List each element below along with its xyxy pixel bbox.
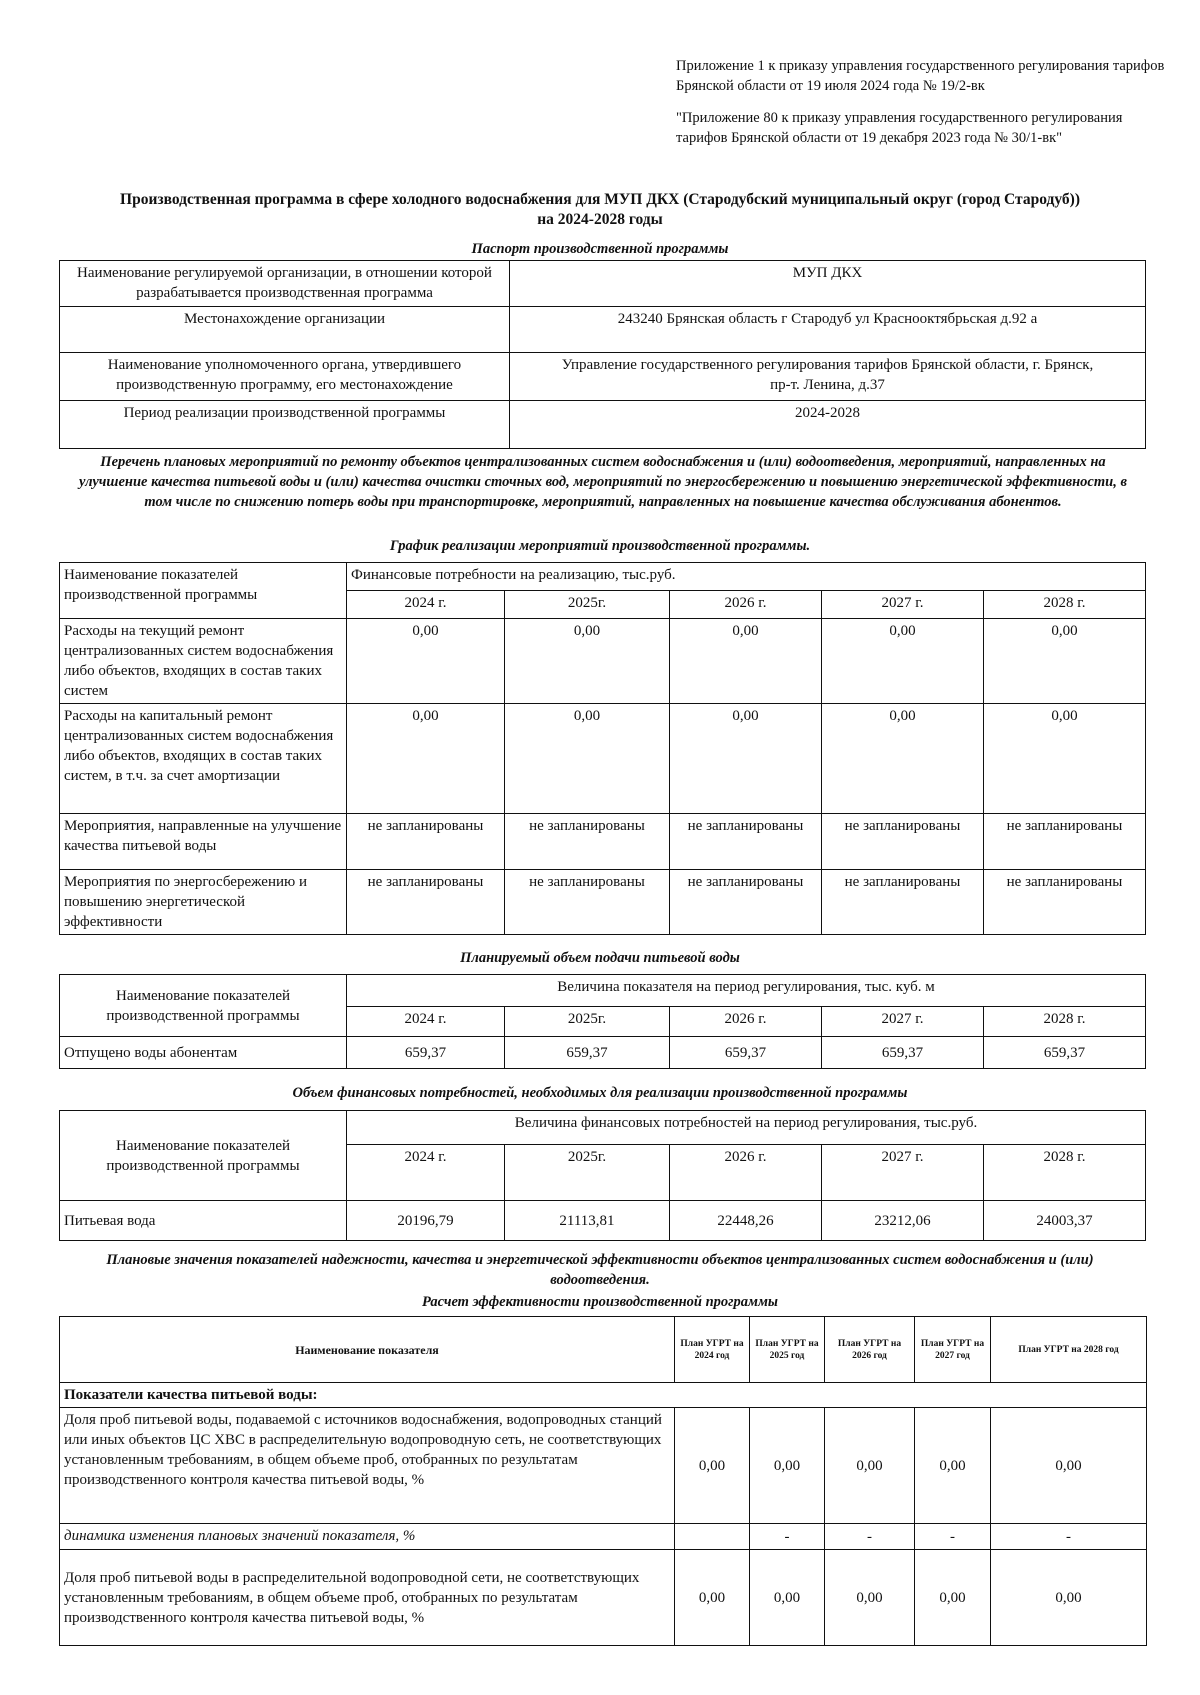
schedule-table	[59, 562, 1146, 935]
row-label: динамика изменения плановых значений показателя, %	[60, 1524, 675, 1550]
year-header: 2026 г.	[670, 1007, 822, 1037]
passport-value: МУП ДКХ	[510, 261, 1146, 307]
year-header: 2025г.	[505, 591, 670, 619]
year-header: 2025г.	[505, 1145, 670, 1201]
passport-label: Период реализации производственной программы	[60, 401, 510, 449]
schedule-group-label: Финансовые потребности на реализацию, тыс.руб.	[347, 563, 1146, 591]
table-row	[60, 1524, 1147, 1550]
year-header: 2024 г.	[347, 591, 505, 619]
year-header: 2027 г.	[822, 1007, 984, 1037]
passport-row	[60, 261, 1146, 307]
cell-value: не запланированы	[670, 814, 822, 870]
passport-value: 2024-2028	[510, 401, 1146, 449]
cell-value: 0,00	[347, 704, 505, 814]
table-row	[60, 619, 1146, 704]
passport-value: Управление государственного регулирования тарифов Брянской области, г. Брянск, пр-т. Ленина, д.37	[510, 353, 1146, 401]
passport-row	[60, 401, 1146, 449]
finance-group-label: Величина финансовых потребностей на период регулирования, тыс.руб.	[347, 1111, 1146, 1145]
plan-caption: Плановые значения показателей надежности, качества и энергетической эффективности объектов централизованных систем водоснабжения и (или) водоотведения.	[106, 1252, 1094, 1288]
passport-label: Местонахождение организации	[60, 307, 510, 353]
cell-value: 0,00	[991, 1408, 1147, 1524]
volume-caption: Планируемый объем подачи питьевой воды	[460, 950, 740, 966]
cell-value: 20196,79	[347, 1201, 505, 1241]
cell-value: не запланированы	[984, 870, 1146, 935]
cell-value: 659,37	[670, 1037, 822, 1069]
volume-col-label: Наименование показателей производственной программы	[60, 975, 347, 1037]
cell-value: 0,00	[822, 619, 984, 704]
year-header: 2028 г.	[984, 1007, 1146, 1037]
cell-value: 0,00	[750, 1550, 825, 1646]
cell-value: 659,37	[505, 1037, 670, 1069]
row-label: Мероприятия, направленные на улучшение качества питьевой воды	[60, 814, 347, 870]
table-row	[60, 814, 1146, 870]
cell-value: 21113,81	[505, 1201, 670, 1241]
cell-value: не запланированы	[822, 870, 984, 935]
row-label: Мероприятия по энергосбережению и повышению энергетической эффективности	[60, 870, 347, 935]
year-header: 2027 г.	[822, 591, 984, 619]
cell-value: 659,37	[984, 1037, 1146, 1069]
cell-value: 0,00	[915, 1408, 991, 1524]
cell-value: не запланированы	[670, 870, 822, 935]
cell-value: 0,00	[822, 704, 984, 814]
schedule-caption: График реализации мероприятий производственной программы.	[389, 538, 811, 554]
cell-value: 0,00	[825, 1550, 915, 1646]
cell-value: не запланированы	[505, 814, 670, 870]
appendix-header-1: Приложение 1 к приказу управления государственного регулирования тарифов Брянской области от 19 июля 2024 года № 19/2-вк	[676, 58, 1165, 94]
year-header: 2026 г.	[670, 591, 822, 619]
passport-table	[59, 260, 1146, 449]
efficiency-col-label: Наименование показателя	[60, 1317, 675, 1383]
row-label: Расходы на текущий ремонт централизованных систем водоснабжения либо объектов, входящих в состав таких систем	[60, 619, 347, 704]
cell-value: не запланированы	[822, 814, 984, 870]
passport-label: Наименование уполномоченного органа, утвердившего производственную программу, его местонахождение	[60, 353, 510, 401]
passport-value: 243240 Брянская область г Стародуб ул Краснооктябрьская д.92 а	[510, 307, 1146, 353]
year-header: 2024 г.	[347, 1007, 505, 1037]
cell-value: 0,00	[505, 704, 670, 814]
year-header: 2025г.	[505, 1007, 670, 1037]
section-heading: Показатели качества питьевой воды:	[60, 1383, 1147, 1408]
plan-year-header: План УГРТ на 2026 год	[825, 1317, 915, 1383]
cell-value: 0,00	[347, 619, 505, 704]
year-header: 2024 г.	[347, 1145, 505, 1201]
passport-row	[60, 307, 1146, 353]
cell-value: не запланированы	[347, 814, 505, 870]
cell-value: 0,00	[505, 619, 670, 704]
table-row	[60, 870, 1146, 935]
table-row	[60, 704, 1146, 814]
cell-value: 22448,26	[670, 1201, 822, 1241]
cell-value: 0,00	[915, 1550, 991, 1646]
cell-value: 0,00	[675, 1550, 750, 1646]
cell-value: 0,00	[984, 704, 1146, 814]
cell-value: -	[915, 1524, 991, 1550]
year-header: 2027 г.	[822, 1145, 984, 1201]
cell-value: не запланированы	[505, 870, 670, 935]
finance-caption: Объем финансовых потребностей, необходимых для реализации производственной программы	[292, 1085, 908, 1101]
title-line-2: на 2024-2028 годы	[537, 211, 663, 228]
passport-label: Наименование регулируемой организации, в отношении которой разрабатывается производственная программа	[60, 261, 510, 307]
plan-year-header: План УГРТ на 2028 год	[991, 1317, 1147, 1383]
table-row	[60, 1408, 1147, 1524]
cell-value: 0,00	[984, 619, 1146, 704]
table-row	[60, 1550, 1147, 1646]
cell-value	[675, 1524, 750, 1550]
measures-caption: Перечень плановых мероприятий по ремонту объектов централизованных систем водоснабжения и (или) водоотведения, мероприятий, направленных на улучшение качества питьевой воды и (или) качества очистки сточных вод, мероприятий по энергосбережению и повышению энергетической эффективности, в том числе по снижению потерь воды при транспортировке, мероприятий, направленных на повышение качества обслуживания абонентов.	[79, 454, 1127, 510]
passport-caption: Паспорт производственной программы	[471, 241, 729, 257]
efficiency-caption: Расчет эффективности производственной программы	[422, 1294, 778, 1310]
cell-value: 23212,06	[822, 1201, 984, 1241]
cell-value: 0,00	[750, 1408, 825, 1524]
row-label: Доля проб питьевой воды, подаваемой с источников водоснабжения, водопроводных станций или иных объектов ЦС ХВС в распределительную водопроводную сеть, не соответствующих установленным требованиям, в общем объеме проб, отобранных по результатам производственного контроля качества питьевой воды, %	[60, 1408, 675, 1524]
cell-value: 24003,37	[984, 1201, 1146, 1241]
cell-value: 0,00	[670, 704, 822, 814]
row-label: Отпущено воды абонентам	[60, 1037, 347, 1069]
cell-value: 0,00	[825, 1408, 915, 1524]
row-label: Питьевая вода	[60, 1201, 347, 1241]
year-header: 2028 г.	[984, 591, 1146, 619]
appendix-header-2: "Приложение 80 к приказу управления государственного регулирования тарифов Брянской области от 19 декабря 2023 года № 30/1-вк"	[676, 110, 1123, 146]
plan-year-header: План УГРТ на 2024 год	[675, 1317, 750, 1383]
cell-value: -	[750, 1524, 825, 1550]
finance-col-label: Наименование показателей производственной программы	[60, 1111, 347, 1201]
cell-value: 659,37	[347, 1037, 505, 1069]
year-header: 2028 г.	[984, 1145, 1146, 1201]
plan-year-header: План УГРТ на 2025 год	[750, 1317, 825, 1383]
cell-value: 659,37	[822, 1037, 984, 1069]
year-header: 2026 г.	[670, 1145, 822, 1201]
efficiency-table	[59, 1316, 1147, 1646]
cell-value: 0,00	[991, 1550, 1147, 1646]
volume-table	[59, 974, 1146, 1069]
passport-row	[60, 353, 1146, 401]
document-title	[40, 190, 1160, 230]
title-line-1: Производственная программа в сфере холодного водоснабжения для МУП ДКХ (Стародубский муниципальный округ (город Стародуб))	[120, 191, 1080, 208]
row-label: Расходы на капитальный ремонт централизованных систем водоснабжения либо объектов, входящих в состав таких систем, в т.ч. за счет амортизации	[60, 704, 347, 814]
table-row	[60, 1037, 1146, 1069]
cell-value: 0,00	[670, 619, 822, 704]
cell-value: не запланированы	[347, 870, 505, 935]
volume-group-label: Величина показателя на период регулирования, тыс. куб. м	[347, 975, 1146, 1007]
cell-value: -	[991, 1524, 1147, 1550]
finance-table	[59, 1110, 1146, 1241]
cell-value: не запланированы	[984, 814, 1146, 870]
cell-value: 0,00	[675, 1408, 750, 1524]
row-label: Доля проб питьевой воды в распределительной водопроводной сети, не соответствующих установленным требованиям, в общем объеме проб, отобранных по результатам производственного контроля качества питьевой воды, %	[60, 1550, 675, 1646]
plan-year-header: План УГРТ на 2027 год	[915, 1317, 991, 1383]
table-row	[60, 1201, 1146, 1241]
schedule-col-label: Наименование показателей производственной программы	[60, 563, 347, 619]
cell-value: -	[825, 1524, 915, 1550]
